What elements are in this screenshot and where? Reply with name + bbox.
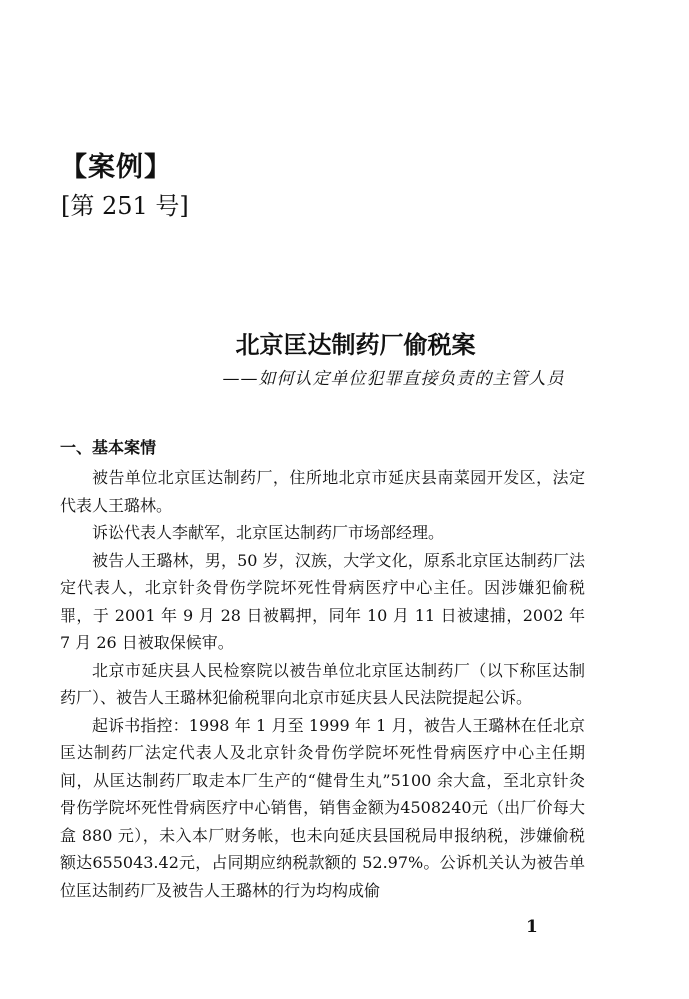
paragraph-prosecution: 北京市延庆县人民检察院以被告单位北京匡达制药厂（以下称匡达制药厂）、被告人王璐林犯偷税罪向北京市延庆县人民法院提起公诉。	[60, 660, 585, 707]
case-subtitle: ——如何认定单位犯罪直接负责的主管人员	[222, 369, 565, 389]
paragraph-defendant-person: 被告人王璐林，男，50 岁，汉族，大学文化，原系北京匡达制药厂法定代表人，北京针灸骨伤学院坏死性骨病医疗中心主任。因涉嫌犯偷税罪，于 2001 年 9 月 28 日被羁押，同年 10 月 11 日被逮捕，2002 年 7 月 26 日被取保候审。	[60, 550, 585, 652]
body-text	[60, 464, 585, 904]
case-label: 【案例】	[60, 152, 172, 183]
paragraph-indictment: 起诉书指控：1998 年 1 月至 1999 年 1 月，被告人王璐林在任北京匡达制药厂法定代表人及北京针灸骨伤学院坏死性骨病医疗中心主任期间，从匡达制药厂取走本厂生产的“健骨生丸”5100 余大盒，至北京针灸骨伤学院坏死性骨病医疗中心销售，销售金额为4508240元（出厂价每大盒 880 元），未入本厂财务帐，也未向延庆县国税局申报纳税，涉嫌偷税额达655043.42元，占同期应纳税款额的 52.97%。公诉机关认为被告单位匡达制药厂及被告人王璐林的行为均构成偷	[60, 715, 585, 900]
case-title: 北京匡达制药厂偷税案	[235, 330, 476, 359]
case-number: [第 251 号]	[61, 192, 189, 220]
paragraph-defendant-unit: 被告单位北京匡达制药厂，住所地北京市延庆县南菜园开发区，法定代表人王璐林。	[60, 468, 585, 515]
page-number: 1	[526, 917, 538, 937]
section-heading: 一、基本案情	[60, 438, 157, 457]
paragraph-litigation-representative: 诉讼代表人李献军，北京匡达制药厂市场部经理。	[92, 523, 445, 542]
